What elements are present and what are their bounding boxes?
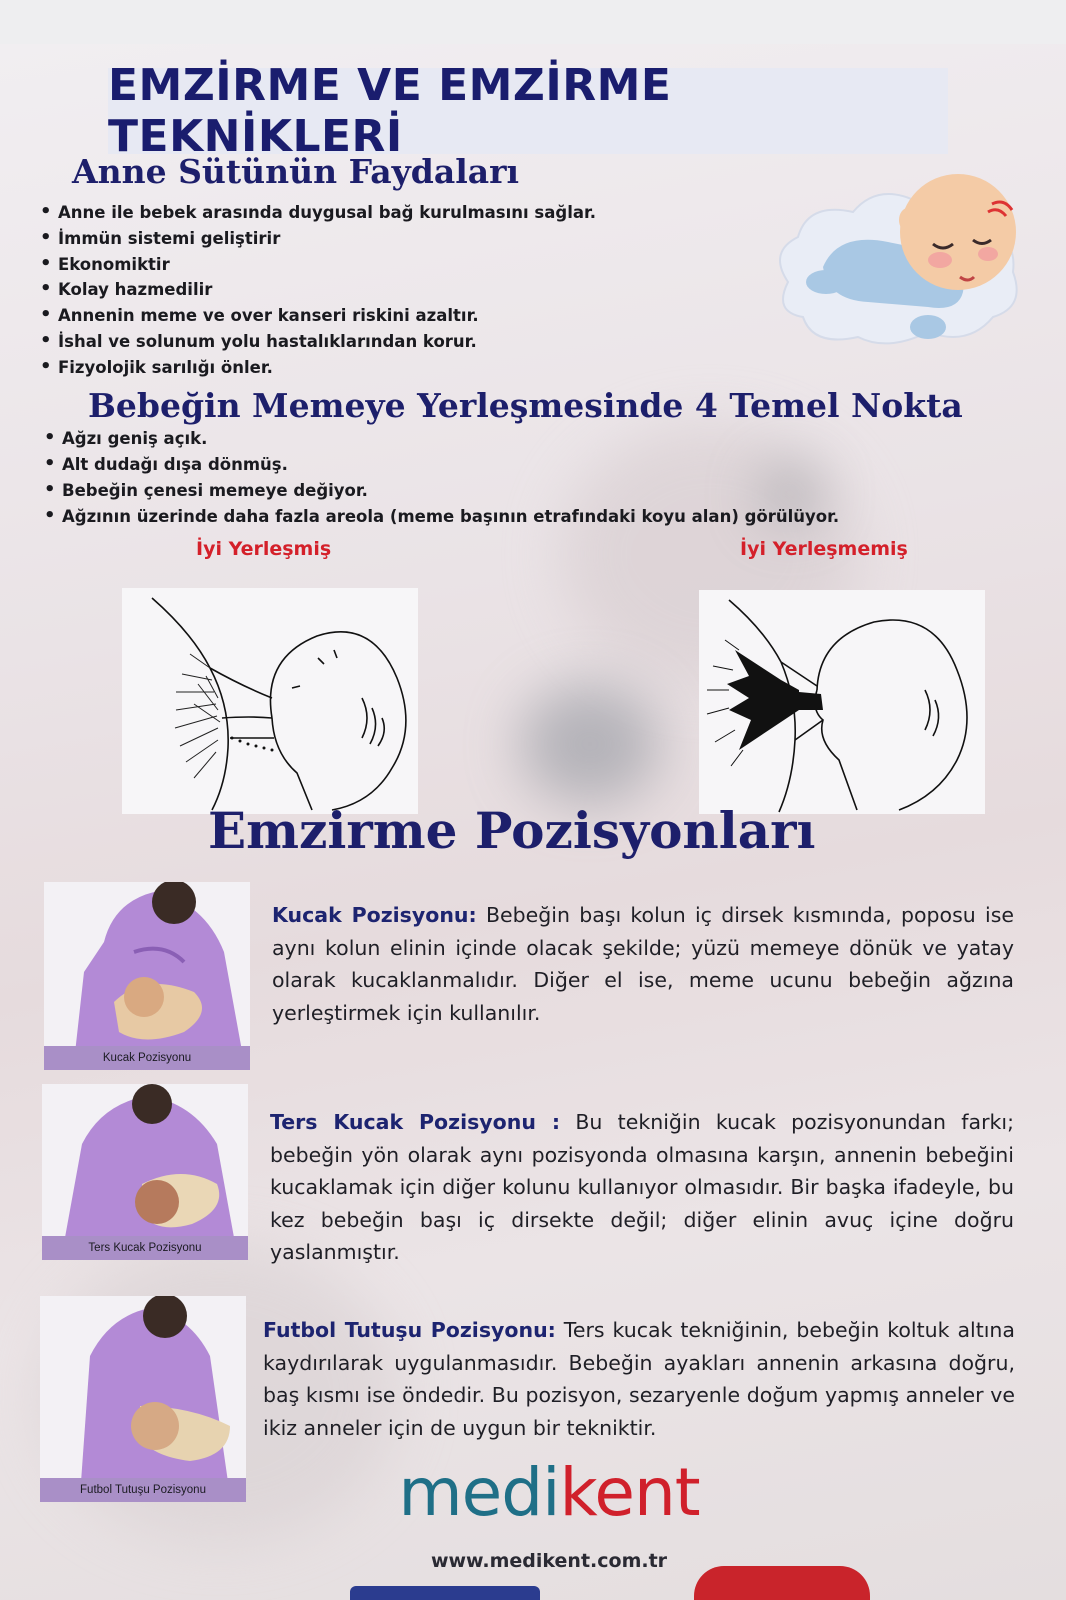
position-body: Bebeğin başı kolun iç dirsek kısmında, poposu ise aynı kolun elinin içinde olacak şekilde; yüzü memeye dönük ve yatay olarak kucaklanmalıdır. Diğer el ise, meme ucunu bebeğin ağzına yerleştirmek için kullanılır. <box>272 903 1014 1025</box>
logo-kent: kent <box>559 1454 700 1531</box>
position-photo-cradle <box>44 882 250 1070</box>
list-item: • Alt dudağı dışa dönmüş. <box>44 452 839 478</box>
background-eye-blur <box>520 684 660 804</box>
position-body: Bu tekniğin kucak pozisyonundan farkı; bebeğin yön olarak aynı pozisyonda olmasına karşın, annenin bebeğini kucaklamak için diğer kolunu kullanıyor olmasıdır. Bir başka ifadeyle, bu kez bebeğin başı iç dirsekte değil; diğer elinin avuç içine doğru yaslanmıştır. <box>270 1110 1014 1264</box>
position-description <box>263 1314 1015 1444</box>
position-photo-football-hold <box>40 1296 246 1502</box>
wall-background <box>0 0 1066 48</box>
position-caption: Ters Kucak Pozisyonu <box>42 1236 248 1260</box>
good-latch-label: İyi Yerleşmiş <box>196 538 332 560</box>
list-item: • Ağzının üzerinde daha fazla areola (meme başının etrafındaki koyu alan) görülüyor. <box>44 504 839 530</box>
position-description <box>270 1106 1014 1269</box>
list-item: • Kolay hazmedilir <box>40 277 596 303</box>
position-body: Ters kucak tekniğinin, bebeğin koltuk altına kaydırılarak uygulanmasıdır. Bebeğin ayakları annenin arkasına doğru, baş kısmı ise öndedir. Bu pozisyon, sezaryenle doğum yapmış anneler ve ikiz anneler için de uygun bir tekniktir. <box>263 1318 1015 1440</box>
brand-logo <box>384 1454 714 1531</box>
list-item: • Bebeğin çenesi memeye değiyor. <box>44 478 839 504</box>
position-caption: Futbol Tutuşu Pozisyonu <box>40 1478 246 1502</box>
benefits-heading: Anne Sütünün Faydaları <box>72 152 520 191</box>
list-item: • İmmün sistemi geliştirir <box>40 226 596 252</box>
position-caption: Kucak Pozisyonu <box>44 1046 250 1070</box>
benefits-list <box>40 200 596 381</box>
position-photo-cross-cradle <box>42 1084 248 1260</box>
list-item: • Ağzı geniş açık. <box>44 426 839 452</box>
list-item: • Fizyolojik sarılığı önler. <box>40 355 596 381</box>
position-title: Ters Kucak Pozisyonu : <box>270 1110 561 1134</box>
website-url: www.medikent.com.tr <box>430 1550 668 1572</box>
position-title: Kucak Pozisyonu: <box>272 903 477 927</box>
poster <box>0 44 1066 1600</box>
sleeping-baby-cloud-icon <box>768 132 1030 358</box>
page-title: EMZİRME VE EMZİRME TEKNİKLERİ <box>108 60 672 162</box>
logo-medi: medi <box>398 1454 560 1531</box>
bad-latch-label: İyi Yerleşmemiş <box>740 538 908 560</box>
list-item: • Anne ile bebek arasında duygusal bağ kurulmasını sağlar. <box>40 200 596 226</box>
latch-good-illustration <box>122 588 418 814</box>
latch-heading: Bebeğin Memeye Yerleşmesinde 4 Temel Nokta <box>88 386 963 425</box>
latch-bad-illustration <box>699 590 985 814</box>
list-item: • Ekonomiktir <box>40 252 596 278</box>
latch-list <box>44 426 839 530</box>
positions-heading: Emzirme Pozisyonları <box>208 801 816 860</box>
bottom-object-blue <box>350 1586 540 1600</box>
list-item: • İshal ve solunum yolu hastalıklarından korur. <box>40 329 596 355</box>
position-title: Futbol Tutuşu Pozisyonu: <box>263 1318 556 1342</box>
bottom-object-red <box>694 1566 870 1600</box>
position-description <box>272 899 1014 1029</box>
list-item: • Annenin meme ve over kanseri riskini azaltır. <box>40 303 596 329</box>
